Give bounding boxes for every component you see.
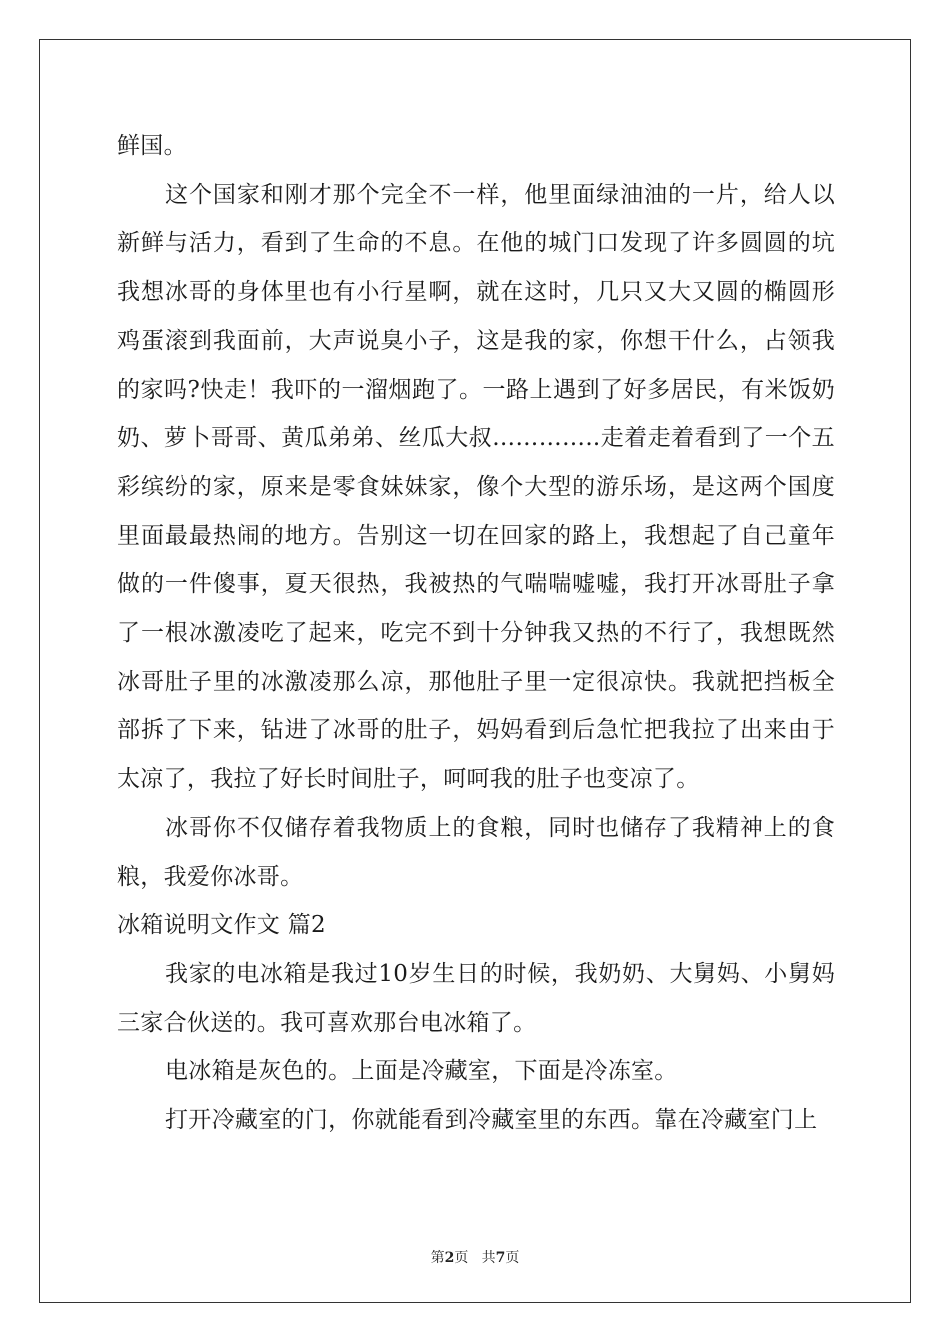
paragraph-4: 我家的电冰箱是我过10岁生日的时候，我奶奶、大舅妈、小舅妈三家合伙送的。我可喜欢那台电冰箱了。 [117,960,835,1036]
total-pages: 7 [495,1250,506,1266]
total-suffix: 页 [505,1250,520,1266]
page-prefix: 第 [430,1250,445,1266]
document-body [117,122,835,1145]
paragraph-3: 冰哥你不仅储存着我物质上的食粮，同时也储存了我精神上的食粮，我爱你冰哥。 [117,814,835,890]
page-footer [0,1247,950,1267]
paragraph-2: 这个国家和刚才那个完全不一样，他里面绿油油的一片，给人以新鲜与活力，看到了生命的不息。在他的城门口发现了许多圆圆的坑我想冰哥的身体里也有小行星啊，就在这时，几只又大又圆的椭圆形鸡蛋滚到我面前，大声说臭小子，这是我的家，你想干什么，占领我的家吗?快走！我吓的一溜烟跑了。一路上遇到了好多居民，有米饭奶奶、萝卜哥哥、黄瓜弟弟、丝瓜大叔…………..走着走着看到了一个五彩缤纷的家，原来是零食妹妹家，像个大型的游乐场，是这两个国度里面最最热闹的地方。告别这一切在回家的路上，我想起了自己童年做的一件傻事，夏天很热，我被热的气喘喘嘘嘘，我打开冰哥肚子拿了一根冰激凌吃了起来，吃完不到十分钟我又热的不行了，我想既然冰哥肚子里的冰激凌那么凉，那他肚子里一定很凉快。我就把挡板全部拆了下来，钻进了冰哥的肚子，妈妈看到后急忙把我拉了出来由于太凉了，我拉了好长时间肚子，呵呵我的肚子也变凉了。 [117,181,835,793]
total-prefix: 共 [481,1250,496,1266]
paragraph-5: 电冰箱是灰色的。上面是冷藏室，下面是冷冻室。 [165,1058,678,1085]
page-suffix: 页 [454,1250,469,1266]
page-number: 2 [444,1250,455,1266]
paragraph-6: 打开冷藏室的门，你就能看到冷藏室里的东西。靠在冷藏室门上 [165,1107,818,1134]
section-heading: 冰箱说明文作文 篇2 [117,912,326,939]
paragraph-1: 鲜国。 [117,133,187,159]
